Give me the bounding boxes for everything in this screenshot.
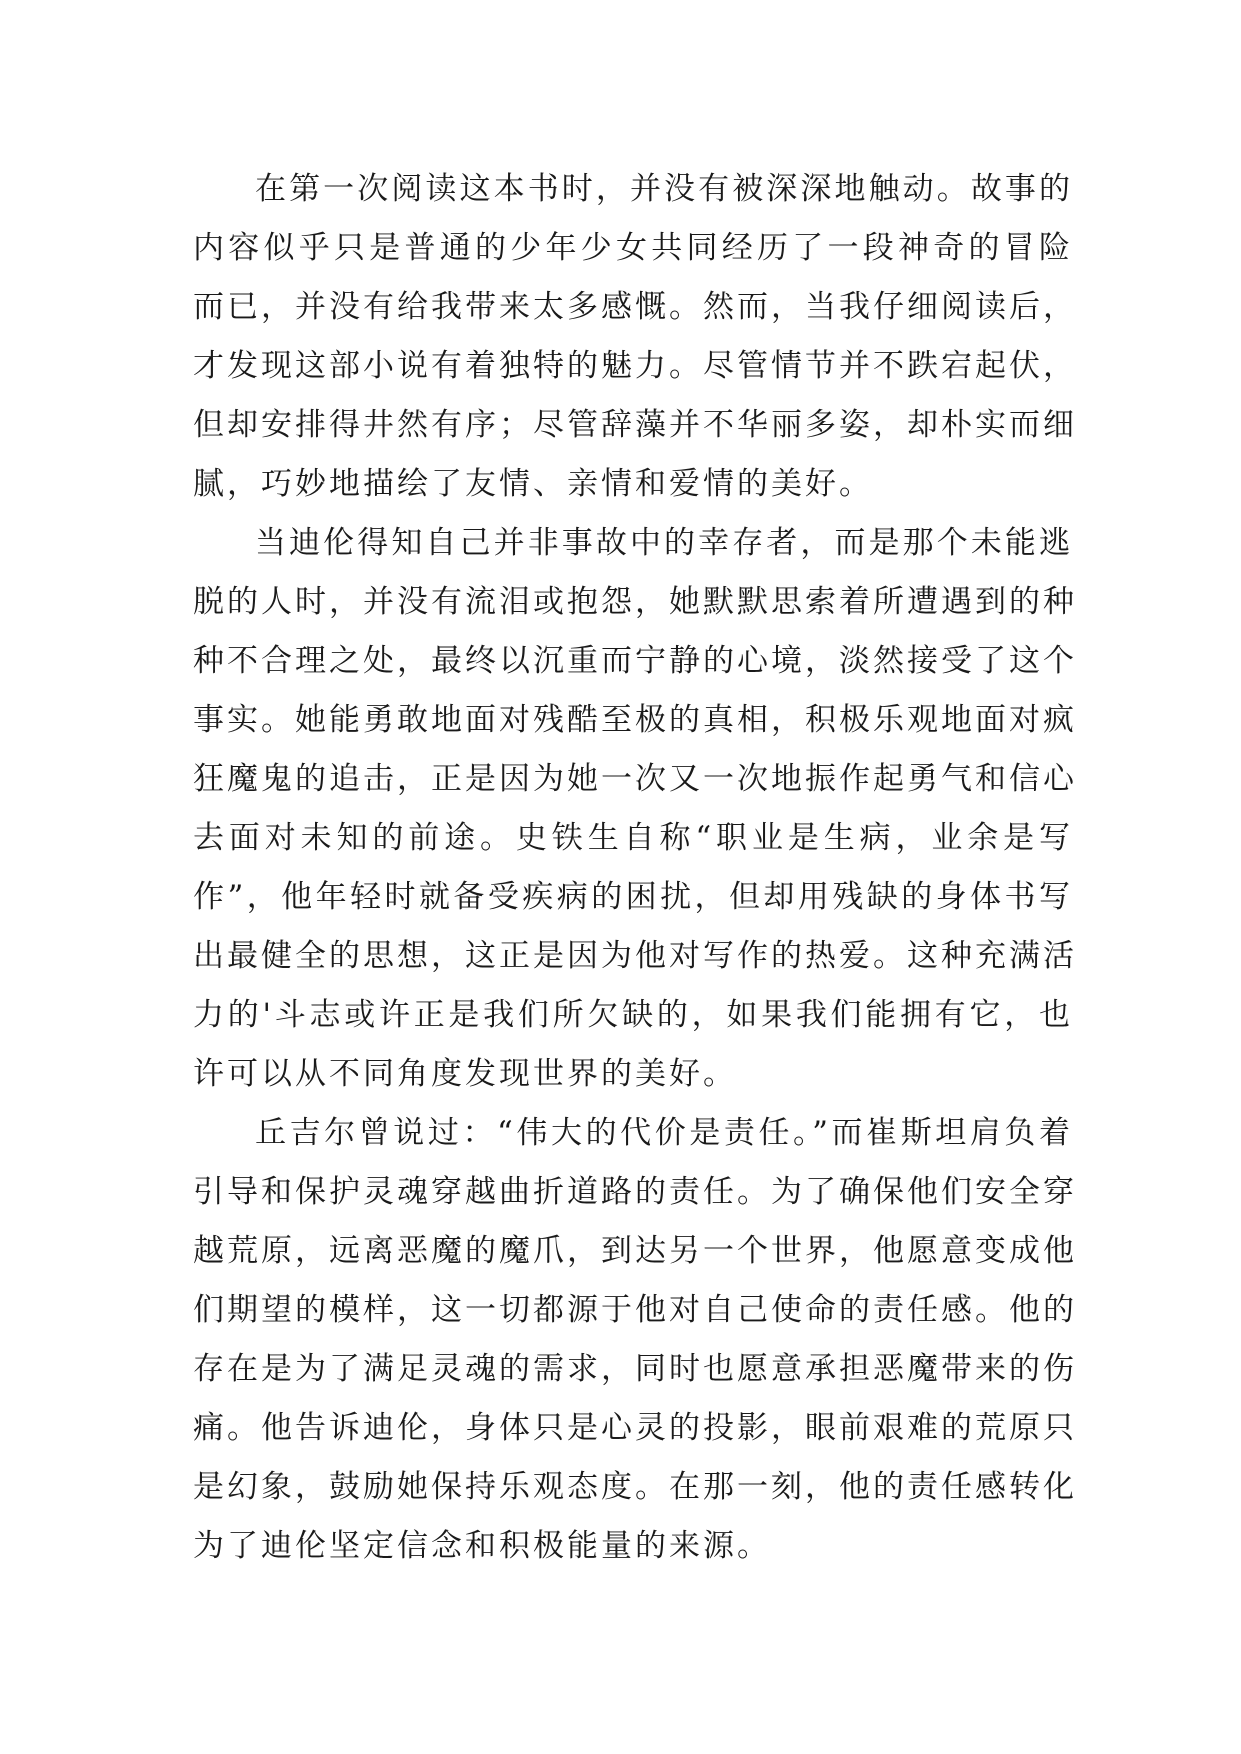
paragraph-text: 存在是为了满足灵魂的需求，同时也愿意承担恶魔带来的伤 bbox=[193, 1351, 1077, 1387]
paragraph-1-line-4 bbox=[193, 337, 1077, 396]
paragraph-2-line-6 bbox=[193, 809, 1073, 868]
paragraph-text: 为了迪伦坚定信念和积极能量的来源。 bbox=[193, 1528, 771, 1564]
paragraph-text: 力的'斗志或许正是我们所欠缺的，如果我们能拥有它，也 bbox=[193, 997, 1073, 1033]
paragraph-text: 出最健全的思想，这正是因为他对写作的热爱。这种充满活 bbox=[193, 938, 1077, 974]
paragraph-1-line-1 bbox=[193, 160, 1073, 219]
paragraph-text: 种不合理之处，最终以沉重而宁静的心境，淡然接受了这个 bbox=[193, 643, 1077, 679]
document-body bbox=[193, 160, 1077, 1576]
paragraph-text: 脱的人时，并没有流泪或抱怨，她默默思索着所遭遇到的种 bbox=[193, 584, 1077, 620]
paragraph-text: 许可以从不同角度发现世界的美好。 bbox=[193, 1056, 737, 1092]
paragraph-1-line-2 bbox=[193, 219, 1073, 278]
paragraph-text: 们期望的模样，这一切都源于他对自己使命的责任感。他的 bbox=[193, 1292, 1077, 1328]
paragraph-2-line-5 bbox=[193, 750, 1077, 809]
paragraph-3-line-4 bbox=[193, 1281, 1077, 1340]
paragraph-1-line-6 bbox=[193, 455, 1073, 514]
paragraph-2-line-2 bbox=[193, 573, 1077, 632]
paragraph-text: 越荒原，远离恶魔的魔爪，到达另一个世界，他愿意变成他 bbox=[193, 1233, 1077, 1269]
paragraph-text: 内容似乎只是普通的少年少女共同经历了一段神奇的冒险 bbox=[193, 230, 1073, 266]
paragraph-text: 腻，巧妙地描绘了友情、亲情和爱情的美好。 bbox=[193, 466, 873, 502]
paragraph-text: 在第一次阅读这本书时，并没有被深深地触动。故事的 bbox=[255, 171, 1073, 207]
paragraph-text: 而已，并没有给我带来太多感慨。然而，当我仔细阅读后， bbox=[193, 289, 1077, 325]
paragraph-3-line-1 bbox=[193, 1104, 1073, 1163]
paragraph-3-line-6 bbox=[193, 1399, 1077, 1458]
paragraph-text: 痛。他告诉迪伦，身体只是心灵的投影，眼前艰难的荒原只 bbox=[193, 1410, 1077, 1446]
paragraph-text: 当迪伦得知自己并非事故中的幸存者，而是那个未能逃 bbox=[255, 525, 1073, 561]
paragraph-3-line-7 bbox=[193, 1458, 1077, 1517]
paragraph-3-line-5 bbox=[193, 1340, 1077, 1399]
paragraph-2-line-9 bbox=[193, 986, 1073, 1045]
paragraph-3-line-2 bbox=[193, 1163, 1077, 1222]
paragraph-text: 但却安排得井然有序；尽管辞藻并不华丽多姿，却朴实而细 bbox=[193, 407, 1077, 443]
paragraph-2-line-8 bbox=[193, 927, 1077, 986]
paragraph-2-line-10 bbox=[193, 1045, 1073, 1104]
paragraph-text: 作”，他年轻时就备受疾病的困扰，但却用残缺的身体书写 bbox=[193, 879, 1073, 915]
paragraph-text: 狂魔鬼的追击，正是因为她一次又一次地振作起勇气和信心 bbox=[193, 761, 1077, 797]
paragraph-3-line-8 bbox=[193, 1517, 1073, 1576]
paragraph-2-line-1 bbox=[193, 514, 1073, 573]
paragraph-3-line-3 bbox=[193, 1222, 1077, 1281]
paragraph-text: 丘吉尔曾说过：“伟大的代价是责任。”而崔斯坦肩负着 bbox=[255, 1115, 1073, 1151]
paragraph-2-line-7 bbox=[193, 868, 1073, 927]
paragraph-text: 引导和保护灵魂穿越曲折道路的责任。为了确保他们安全穿 bbox=[193, 1174, 1077, 1210]
paragraph-text: 去面对未知的前途。史铁生自称“职业是生病，业余是写 bbox=[193, 820, 1073, 856]
paragraph-2-line-3 bbox=[193, 632, 1077, 691]
paragraph-text: 才发现这部小说有着独特的魅力。尽管情节并不跌宕起伏， bbox=[193, 348, 1077, 384]
paragraph-text: 事实。她能勇敢地面对残酷至极的真相，积极乐观地面对疯 bbox=[193, 702, 1077, 738]
paragraph-text: 是幻象，鼓励她保持乐观态度。在那一刻，他的责任感转化 bbox=[193, 1469, 1077, 1505]
paragraph-1-line-5 bbox=[193, 396, 1077, 455]
paragraph-2-line-4 bbox=[193, 691, 1077, 750]
paragraph-1-line-3 bbox=[193, 278, 1077, 337]
